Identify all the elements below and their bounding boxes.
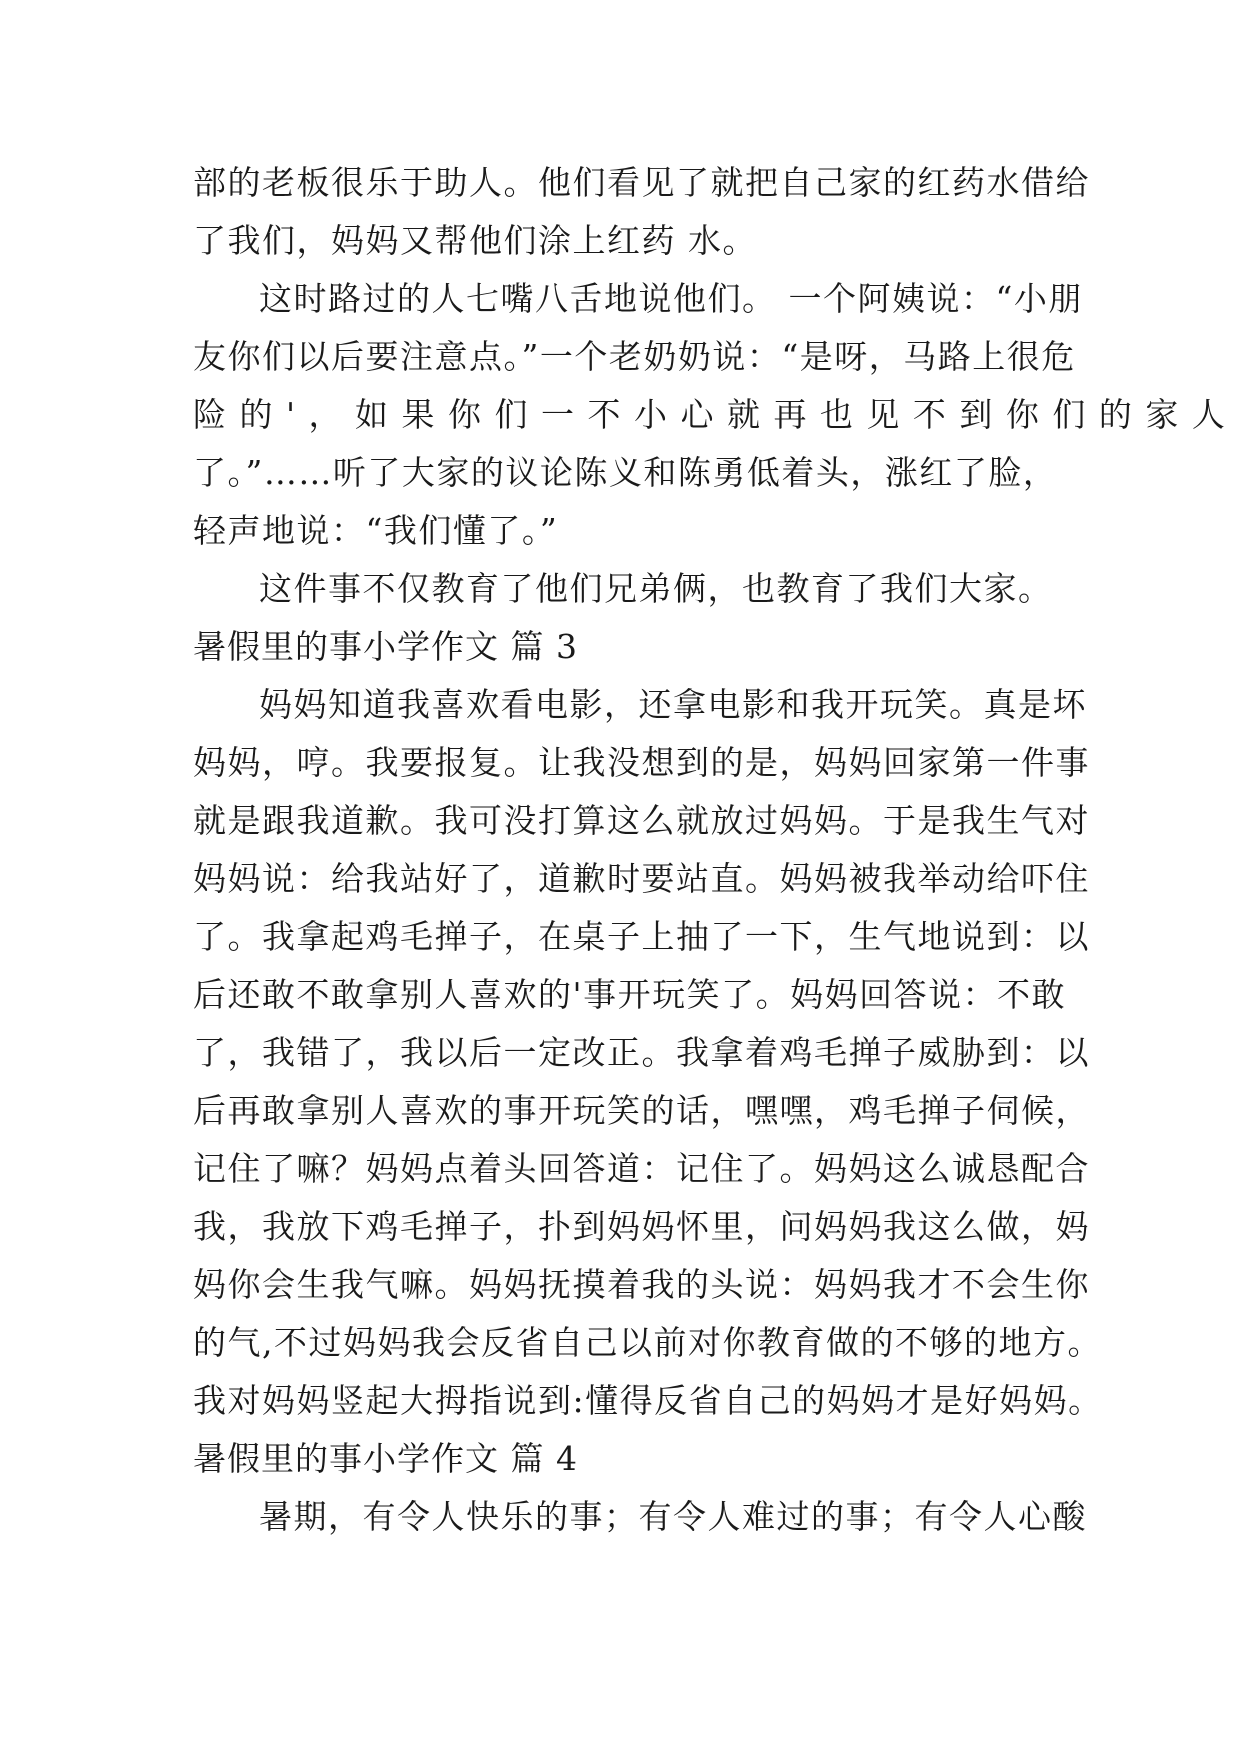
paragraph-start-line: 妈妈知道我喜欢看电影，还拿电影和我开玩笑。真是坏 [259, 685, 1087, 724]
text-line: 了。”……听了大家的议论陈义和陈勇低着头，涨红了脸， [193, 453, 1058, 492]
paragraph-start-line: 暑期，有令人快乐的事；有令人难过的事；有令人心酸 [259, 1497, 1087, 1536]
text-line: 了，我错了，我以后一定改正。我拿着鸡毛掸子威胁到：以 [193, 1033, 1090, 1072]
text-line: 险 的 ' ， 如 果 你 们 一 不 小 心 就 再 也 见 不 到 你 们 的 家 人 [193, 395, 1227, 434]
text-line: 妈妈，哼。我要报复。让我没想到的是，妈妈回家第一件事 [193, 743, 1090, 782]
text-line: 我，我放下鸡毛掸子，扑到妈妈怀里，问妈妈我这么做，妈 [193, 1207, 1090, 1246]
text-line: 部的老板很乐于助人。他们看见了就把自己家的红药水借给 [193, 163, 1090, 202]
section-heading: 暑假里的事小学作文 篇 3 [193, 627, 578, 666]
text-line: 了我们，妈妈又帮他们涂上红药 水。 [193, 221, 757, 260]
text-line: 妈你会生我气嘛。妈妈抚摸着我的头说：妈妈我才不会生你 [193, 1265, 1090, 1304]
text-line: 友你们以后要注意点。”一个老奶奶说：“是呀，马路上很危 [193, 337, 1076, 376]
text-line: 妈妈说：给我站好了，道歉时要站直。妈妈被我举动给吓住 [193, 859, 1090, 898]
paragraph-start-line: 这件事不仅教育了他们兄弟俩，也教育了我们大家。 [259, 569, 1053, 608]
text-line: 后还敢不敢拿别人喜欢的'事开玩笑了。妈妈回答说：不敢 [193, 975, 1067, 1014]
text-line: 了。我拿起鸡毛掸子，在桌子上抽了一下，生气地说到：以 [193, 917, 1090, 956]
paragraph-start-line: 这时路过的人七嘴八舌地说他们。 一个阿姨说：“小朋 [259, 279, 1083, 318]
text-line: 记住了嘛？妈妈点着头回答道：记住了。妈妈这么诚恳配合 [193, 1149, 1090, 1188]
section-heading: 暑假里的事小学作文 篇 4 [193, 1439, 578, 1478]
text-line: 的气,不过妈妈我会反省自己以前对你教育做的不够的地方。 [193, 1323, 1102, 1362]
text-line: 轻声地说：“我们懂了。” [193, 511, 559, 550]
text-line: 我对妈妈竖起大拇指说到:懂得反省自己的妈妈才是好妈妈。 [193, 1381, 1103, 1420]
text-line: 后再敢拿别人喜欢的事开玩笑的话，嘿嘿，鸡毛掸子伺候， [193, 1091, 1090, 1130]
document-body [193, 154, 1227, 1546]
text-line: 就是跟我道歉。我可没打算这么就放过妈妈。于是我生气对 [193, 801, 1090, 840]
